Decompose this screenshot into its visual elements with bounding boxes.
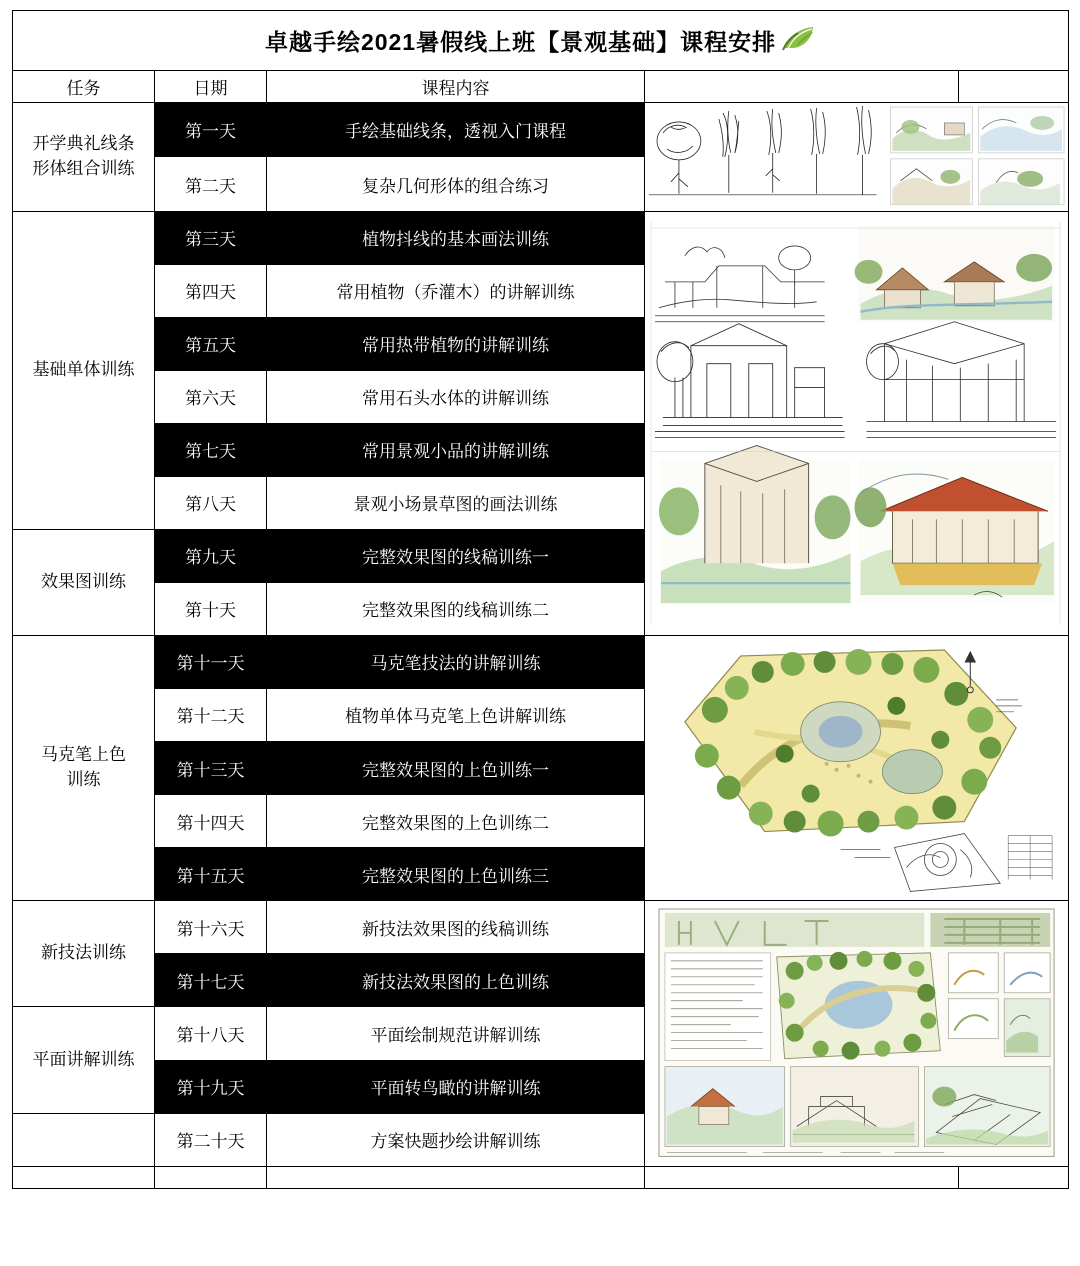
table-bottom-strip	[13, 1166, 1069, 1188]
image-block-architecture-sketches	[645, 211, 1069, 635]
row-content: 常用热带植物的讲解训练	[267, 317, 645, 370]
task-group-marker-coloring	[13, 635, 155, 900]
row-content: 常用植物（乔灌木）的讲解训练	[267, 264, 645, 317]
page-title	[13, 11, 1069, 71]
task-group-basic-units: 基础单体训练	[13, 211, 155, 529]
table-header-row	[13, 71, 1069, 103]
row-content: 平面绘制规范讲解训练	[267, 1007, 645, 1060]
header-image-1	[645, 71, 959, 103]
header-date: 日期	[155, 71, 267, 103]
row-date: 第十一天	[155, 635, 267, 688]
leaf-icon	[782, 25, 816, 57]
bottom-cell-image-2	[959, 1166, 1069, 1188]
course-schedule-table	[12, 10, 1069, 1189]
row-date: 第十二天	[155, 688, 267, 741]
row-content: 完整效果图的上色训练三	[267, 848, 645, 901]
row-date: 第十九天	[155, 1060, 267, 1113]
row-content: 完整效果图的上色训练二	[267, 795, 645, 848]
bottom-cell-image-1	[645, 1166, 959, 1188]
bottom-cell-content	[267, 1166, 645, 1188]
table-row	[13, 211, 1069, 264]
row-date: 第八天	[155, 476, 267, 529]
row-content: 完整效果图的线稿训练一	[267, 529, 645, 582]
row-date: 第十天	[155, 582, 267, 635]
page-title-text: 卓越手绘2021暑假线上班【景观基础】课程安排	[264, 29, 777, 55]
row-date: 第五天	[155, 317, 267, 370]
header-content: 课程内容	[267, 71, 645, 103]
bottom-cell-date	[155, 1166, 267, 1188]
title-row	[13, 11, 1069, 71]
task-group-empty	[13, 1113, 155, 1166]
row-content: 完整效果图的上色训练一	[267, 741, 645, 794]
task-label-line1: 开学典礼线条	[32, 134, 135, 154]
row-content: 方案快题抄绘讲解训练	[267, 1113, 645, 1166]
task-group-plan-explain: 平面讲解训练	[13, 1007, 155, 1113]
task-label-line2: 形体组合训练	[32, 158, 135, 178]
row-content: 植物单体马克笔上色讲解训练	[267, 688, 645, 741]
row-date: 第十三天	[155, 741, 267, 794]
task-group-rendering: 效果图训练	[13, 529, 155, 635]
row-date: 第十四天	[155, 795, 267, 848]
row-date: 第十五天	[155, 848, 267, 901]
row-content: 景观小场景草图的画法训练	[267, 476, 645, 529]
row-date: 第六天	[155, 370, 267, 423]
row-date: 第十六天	[155, 901, 267, 954]
row-date: 第四天	[155, 264, 267, 317]
task-label-line2: 训练	[66, 770, 101, 790]
image-block-master-plan	[645, 635, 1069, 900]
table-row	[13, 635, 1069, 688]
image-block-presentation-board	[645, 901, 1069, 1166]
row-content: 完整效果图的线稿训练二	[267, 582, 645, 635]
row-content: 马克笔技法的讲解训练	[267, 635, 645, 688]
row-date: 第七天	[155, 423, 267, 476]
table-row	[13, 901, 1069, 954]
row-content: 新技法效果图的线稿训练	[267, 901, 645, 954]
row-date: 第一天	[155, 103, 267, 157]
row-content: 手绘基础线条，透视入门课程	[267, 103, 645, 157]
bottom-cell-task	[13, 1166, 155, 1188]
row-date: 第二天	[155, 157, 267, 211]
image-block-trees-sketches	[645, 103, 1069, 212]
row-content: 常用石头水体的讲解训练	[267, 370, 645, 423]
row-content: 复杂几何形体的组合练习	[267, 157, 645, 211]
row-content: 植物抖线的基本画法训练	[267, 211, 645, 264]
task-group-new-technique: 新技法训练	[13, 901, 155, 1007]
row-content: 平面转鸟瞰的讲解训练	[267, 1060, 645, 1113]
row-date: 第十八天	[155, 1007, 267, 1060]
row-date: 第十七天	[155, 954, 267, 1007]
header-task: 任务	[13, 71, 155, 103]
row-date: 第三天	[155, 211, 267, 264]
task-label-line1: 马克笔上色	[41, 745, 126, 765]
row-date: 第九天	[155, 529, 267, 582]
row-content: 常用景观小品的讲解训练	[267, 423, 645, 476]
row-content: 新技法效果图的上色训练	[267, 954, 645, 1007]
task-group-opening	[13, 103, 155, 212]
row-date: 第二十天	[155, 1113, 267, 1166]
header-image-2	[959, 71, 1069, 103]
table-row	[13, 103, 1069, 157]
